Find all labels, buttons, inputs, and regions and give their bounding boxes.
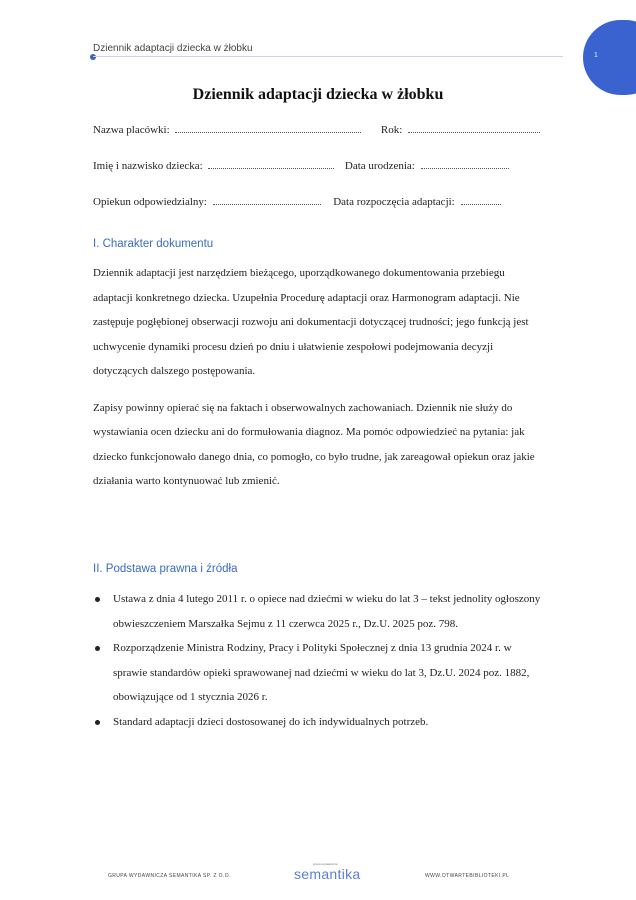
footer-website: WWW.OTWARTEBIBLIOTEKI.PL <box>425 873 510 879</box>
birth-date-label: Data urodzenia: <box>344 160 415 172</box>
section1-body <box>93 261 543 494</box>
caregiver-field[interactable] <box>213 195 321 205</box>
document-title: Dziennik adaptacji dziecka w żłobku <box>192 86 444 103</box>
header-dot <box>90 54 96 60</box>
section1-paragraph2: Zapisy powinny opierać się na faktach i obserwowalnych zachowaniach. Dziennik nie służy do wystawiania ocen dziecku ani do formułowania diagnoz. Ma pomóc odpowiedzieć na pytania: jak dziecko funkcjonowało danego dnia, co pomogło, co było trudne, jak zareagował opiekun oraz jakie działania warto kontynuować lub zmienić. <box>93 401 535 487</box>
header-rule <box>93 56 563 57</box>
facility-field[interactable] <box>175 123 361 133</box>
caregiver-label: Opiekun odpowiedzialny: <box>93 196 207 208</box>
bullet-icon <box>95 597 100 602</box>
header-running-title: Dziennik adaptacji dziecka w żłobku <box>93 43 253 54</box>
facility-label: Nazwa placówki: <box>93 124 170 136</box>
field-row-facility <box>93 123 540 136</box>
bullet-icon <box>95 720 100 725</box>
legal-basis-list <box>93 587 543 734</box>
list-item: Ustawa z dnia 4 lutego 2011 r. o opiece nad dziećmi w wieku do lat 3 – tekst jednolity ogłoszony obwieszczeniem Marszałka Sejmu z 11 czerwca 2025 r., Dz.U. 2025 poz. 798. <box>93 587 543 636</box>
year-field[interactable] <box>408 123 540 133</box>
field-row-caregiver <box>93 195 501 208</box>
birth-date-field[interactable] <box>421 159 509 169</box>
section2-heading: II. Podstawa prawna i źródła <box>93 563 238 575</box>
footer-logo: semantika <box>294 866 361 882</box>
start-date-field[interactable] <box>461 195 501 205</box>
footer-logo-caption: grupa wydawnicza <box>313 862 338 866</box>
field-row-child <box>93 159 509 172</box>
list-item: Rozporządzenie Ministra Rodziny, Pracy i Polityki Społecznej z dnia 13 grudnia 2024 r. w sprawie standardów opieki sprawowanej nad dziećmi w wieku do lat 3, Dz.U. 2024 poz. 1882, obowiązujące od 1 stycznia 2026 r. <box>93 636 543 710</box>
child-name-field[interactable] <box>208 159 334 169</box>
footer-publisher: GRUPA WYDAWNICZA SEMANTIKA SP. Z O.O. <box>108 873 231 879</box>
page-tab <box>583 20 636 95</box>
page-number: 1 <box>594 52 598 59</box>
year-label: Rok: <box>380 124 403 136</box>
section1-paragraph1: Dziennik adaptacji jest narzędziem bieżącego, uporządkowanego dokumentowania przebiegu adaptacji konkretnego dziecka. Uzupełnia Procedurę adaptacji oraz Harmonogram adaptacji. Nie zastępuje pogłębionej obserwacji rozwoju ani dokumentacji dotyczącej trudności; jego funkcją jest uchwycenie dynamiki procesu dzień po dniu i ułatwienie zespołowi podejmowania decyzji dotyczących dalszego postępowania. <box>93 267 529 377</box>
section1-heading: I. Charakter dokumentu <box>93 238 214 250</box>
list-item: Standard adaptacji dzieci dostosowanej do ich indywidualnych potrzeb. <box>93 710 543 735</box>
child-name-label: Imię i nazwisko dziecka: <box>93 160 203 172</box>
start-date-label: Data rozpoczęcia adaptacji: <box>333 196 455 208</box>
bullet-icon <box>95 646 100 651</box>
